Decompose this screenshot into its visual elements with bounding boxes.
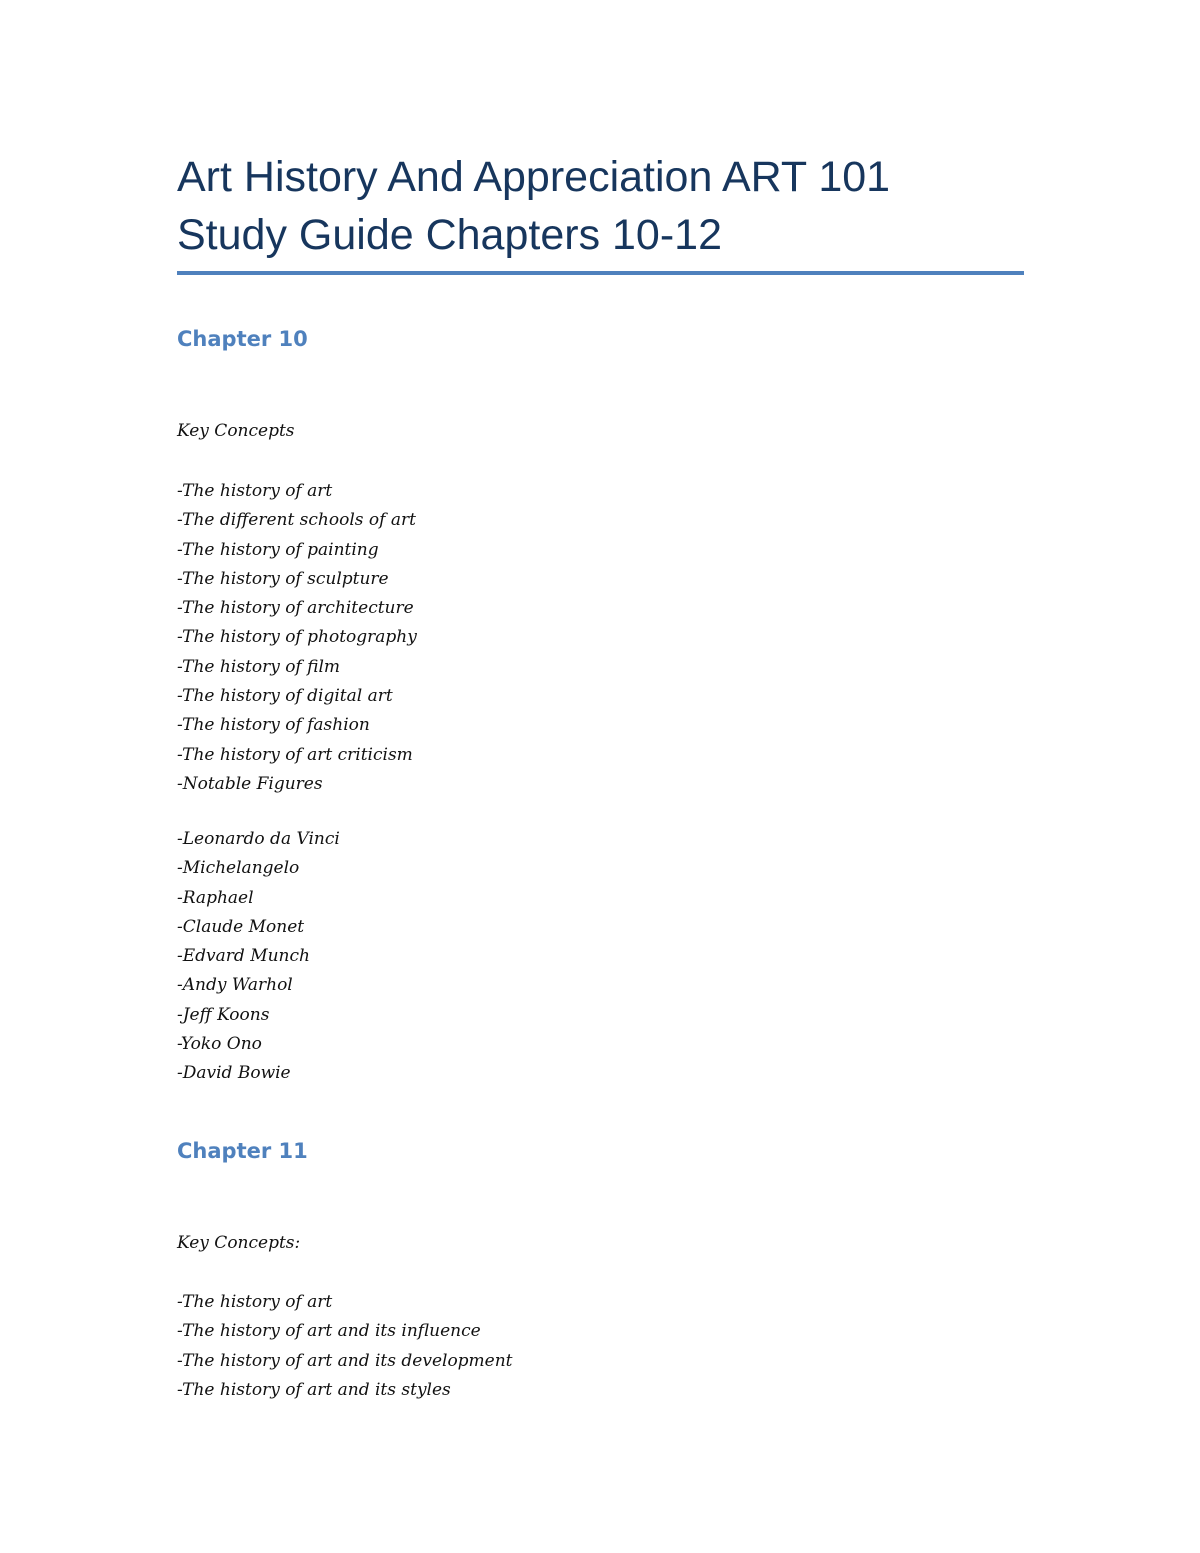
list-item: -Leonardo da Vinci — [177, 829, 340, 849]
list-item: -The history of architecture — [177, 598, 414, 619]
chapter-10-notable-figures-list — [177, 825, 340, 1089]
list-item: -Yoko Ono — [177, 1034, 262, 1055]
list-item: -The history of art and its styles — [177, 1379, 451, 1400]
list-item: -The history of digital art — [177, 686, 393, 707]
list-item: -The history of fashion — [177, 715, 370, 736]
list-item: -Andy Warhol — [177, 975, 293, 996]
list-item: -Notable Figures — [177, 773, 323, 794]
list-item: -The history of art — [177, 481, 333, 501]
list-item: -Jeff Koons — [177, 1004, 270, 1025]
list-item: -The history of sculpture — [177, 568, 389, 589]
document-title — [177, 148, 1037, 264]
list-item: -The history of art criticism — [177, 744, 413, 765]
title-underline-rule — [177, 271, 1024, 275]
list-item: -The history of film — [177, 656, 341, 677]
chapter-11-heading: Chapter 11 — [177, 1139, 308, 1163]
chapter-10-key-concepts-label: Key Concepts — [177, 421, 295, 441]
title-line-2: Study Guide Chapters 10-12 — [177, 211, 722, 259]
list-item: -Claude Monet — [177, 916, 305, 937]
list-item: -Raphael — [177, 887, 254, 908]
list-item: -The history of art and its influence — [177, 1321, 481, 1342]
list-item: -Edvard Munch — [177, 946, 310, 967]
list-item: -The different schools of art — [177, 510, 416, 531]
list-item: -The history of art and its development — [177, 1350, 513, 1371]
chapter-10-key-concepts-list — [177, 477, 417, 799]
list-item: -The history of art — [177, 1292, 333, 1312]
chapter-10-heading: Chapter 10 — [177, 327, 308, 351]
list-item: -Michelangelo — [177, 858, 300, 879]
chapter-11-key-concepts-list — [177, 1288, 513, 1405]
list-item: -The history of painting — [177, 539, 379, 560]
list-item: -The history of photography — [177, 627, 417, 648]
title-line-1: Art History And Appreciation ART 101 — [177, 153, 891, 201]
list-item: -David Bowie — [177, 1063, 291, 1084]
chapter-11-key-concepts-label: Key Concepts: — [177, 1233, 301, 1253]
